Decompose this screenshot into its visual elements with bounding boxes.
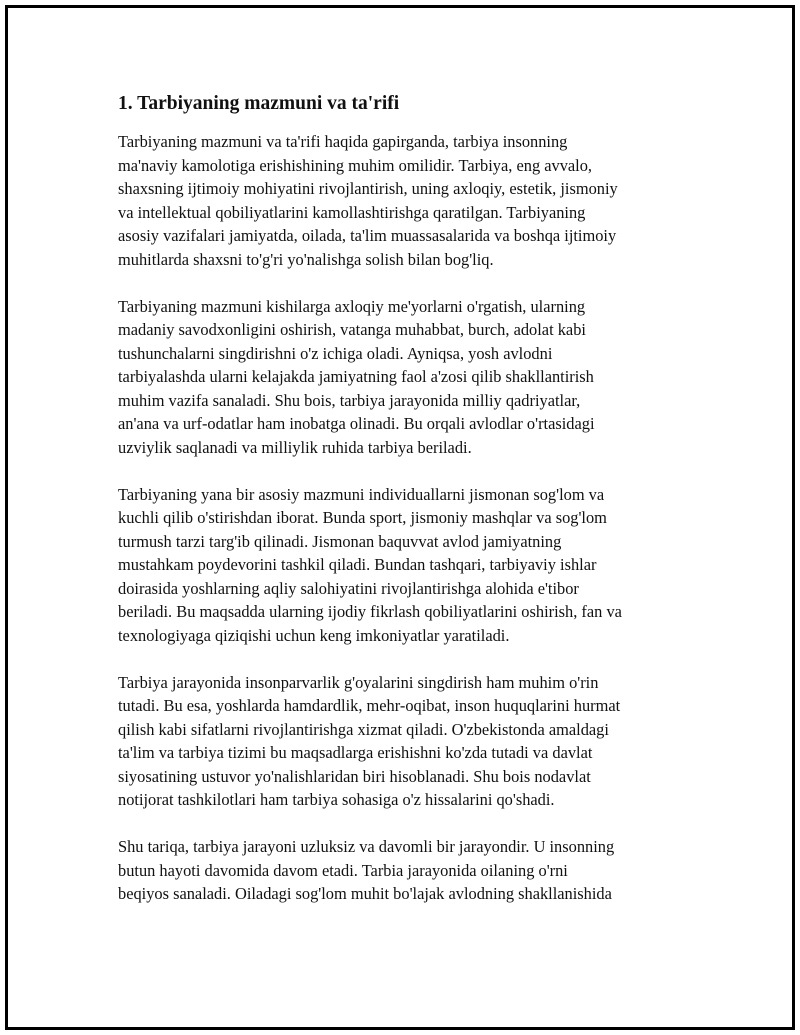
paragraph-line: beqiyos sanaladi. Oiladagi sog'lom muhit bo'lajak avlodning shakllanishida bbox=[118, 884, 612, 903]
paragraph bbox=[118, 295, 698, 460]
paragraph-line: Shu tariqa, tarbiya jarayoni uzluksiz va davomli bir jarayondir. U insonning bbox=[118, 837, 615, 856]
paragraph-line: shaxsning ijtimoiy mohiyatini rivojlantirish, uning axloqiy, estetik, jismoniy bbox=[118, 179, 618, 198]
paragraph-line: an'ana va urf-odatlar ham inobatga olinadi. Bu orqali avlodlar o'rtasidagi bbox=[118, 414, 595, 433]
paragraph-line: siyosatining ustuvor yo'nalishlaridan biri hisoblanadi. Shu bois nodavlat bbox=[118, 766, 591, 786]
paragraph-line: notijorat tashkilotlari ham tarbiya sohasiga o'z hissalarini qo'shadi. bbox=[118, 790, 555, 809]
paragraph-line: butun hayoti davomida davom etadi. Tarbia jarayonida oilaning o'rni bbox=[118, 860, 568, 880]
paragraph-line: texnologiyaga qiziqishi uchun keng imkoniyatlar yaratiladi. bbox=[118, 625, 510, 645]
paragraph-line: mustahkam poydevorini tashkil qiladi. Bundan tashqari, tarbiyaviy ishlar bbox=[118, 555, 597, 574]
paragraph-line: tarbiyalashda ularni kelajakda jamiyatning faol a'zosi qilib shakllantirish bbox=[118, 367, 594, 386]
paragraph-line: ta'lim va tarbiya tizimi bu maqsadlarga erishishni ko'zda tutadi va davlat bbox=[118, 743, 593, 762]
paragraph-line: Tarbiyaning mazmuni kishilarga axloqiy me'yorlarni o'rgatish, ularning bbox=[118, 296, 586, 316]
paragraph-line: tutadi. Bu esa, yoshlarda hamdardlik, mehr-oqibat, inson huquqlarini hurmat bbox=[118, 696, 621, 715]
paragraph-line: qilish kabi sifatlarni rivojlantirishga xizmat qiladi. O'zbekistonda amaldagi bbox=[118, 719, 609, 739]
paragraph-line: turmush tarzi targ'ib qilinadi. Jismonan baquvvat avlod jamiyatning bbox=[118, 531, 562, 551]
paragraph-line: tushunchalarni singdirishni o'z ichiga oladi. Ayniqsa, yosh avlodni bbox=[118, 343, 553, 363]
paragraph-line: ma'naviy kamolotiga erishishining muhim omilidir. Tarbiya, eng avvalo, bbox=[118, 155, 593, 175]
paragraph-line: asosiy vazifalari jamiyatda, oilada, ta'lim muassasalarida va boshqa ijtimoiy bbox=[118, 226, 617, 245]
paragraph-line: muhitlarda shaxsni to'g'ri yo'nalishga solish bilan bog'liq. bbox=[118, 249, 494, 269]
paragraph bbox=[118, 835, 698, 906]
paragraph-line: muhim vazifa sanaladi. Shu bois, tarbiya jarayonida milliy qadriyatlar, bbox=[118, 390, 581, 410]
paragraph bbox=[118, 130, 698, 271]
paragraph-line: uzviylik saqlanadi va milliylik ruhida tarbiya beriladi. bbox=[118, 437, 472, 457]
paragraph-list bbox=[118, 130, 698, 906]
paragraph-line: madaniy savodxonligini oshirish, vatanga muhabbat, burch, adolat kabi bbox=[118, 320, 586, 339]
paragraph-line: kuchli qilib o'stirishdan iborat. Bunda sport, jismoniy mashqlar va sog'lom bbox=[118, 508, 607, 527]
paragraph-line: doirasida yoshlarning aqliy salohiyatini rivojlantirishga alohida e'tibor bbox=[118, 578, 579, 598]
paragraph-line: Tarbiyaning yana bir asosiy mazmuni individuallarni jismonan sog'lom va bbox=[118, 484, 605, 504]
paragraph-line: Tarbiyaning mazmuni va ta'rifi haqida gapirganda, tarbiya insonning bbox=[118, 132, 568, 151]
paragraph-line: beriladi. Bu maqsadda ularning ijodiy fikrlash qobiliyatlarini oshirish, fan va bbox=[118, 602, 622, 621]
paragraph bbox=[118, 483, 698, 648]
document-body bbox=[118, 92, 698, 929]
section-heading: 1. Tarbiyaning mazmuni va ta'rifi bbox=[118, 93, 400, 114]
paragraph-line: Tarbiya jarayonida insonparvarlik g'oyalarini singdirish ham muhim o'rin bbox=[118, 672, 599, 692]
paragraph bbox=[118, 671, 698, 812]
paragraph-line: va intellektual qobiliyatlarini kamollashtirishga qaratilgan. Tarbiyaning bbox=[118, 202, 586, 222]
